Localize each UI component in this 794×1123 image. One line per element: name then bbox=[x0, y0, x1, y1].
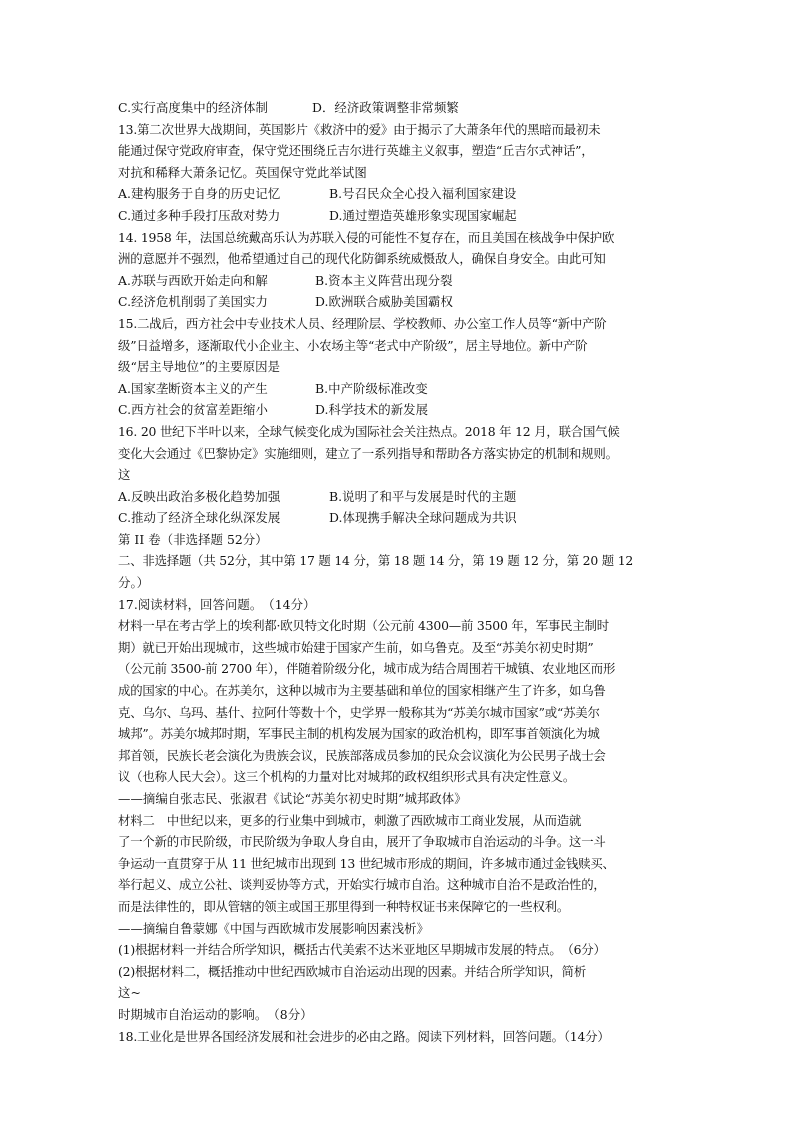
question-13-text: 对抗和稀释大萧条记忆。英国保守党此举试图 bbox=[118, 164, 367, 180]
material-1-text: 城邦”。苏美尔城邦时期，军事民主制的机构发展为国家的政治机构，即军事首领演化为城 bbox=[118, 726, 600, 742]
option-d: D．经济政策调整非常频繁 bbox=[312, 100, 459, 115]
question-15-text: 级”日益增多，逐渐取代小企业主、小农场主等“老式中产阶级”，居主导地位。新中产阶 bbox=[118, 337, 588, 353]
option-a: A.反映出政治多极化趋势加强 bbox=[118, 488, 281, 504]
option-b: B.资本主义阵营出现分裂 bbox=[315, 272, 453, 288]
material-1-text: 克、乌尔、乌玛、基什、拉阿什等数十个，史学界一般称其为“苏美尔城市国家”或“苏美尔 bbox=[118, 704, 600, 720]
question-17-part-1: (1)根据材料一并结合所学知识，概括古代美索不达米亚地区早期城市发展的特点。 （6分） bbox=[118, 942, 606, 958]
material-2-text: 举行起义、成立公社、谈判妥协等方式，开始实行城市自治。这种城市自治不是政治性的， bbox=[118, 877, 606, 893]
option-c: C.实行高度集中的经济体制 bbox=[118, 100, 268, 115]
option-c: C.推动了经济全球化纵深发展 bbox=[118, 510, 281, 526]
option-a: A.国家垄断资本主义的产生 bbox=[118, 380, 268, 396]
material-2-source: ——摘编自鲁蒙娜《中国与西欧城市发展影响因素浅析》 bbox=[118, 920, 430, 936]
option-line bbox=[118, 291, 684, 313]
question-16-text: 这 bbox=[118, 467, 131, 483]
question-17-part-2: 这~ bbox=[118, 985, 141, 1001]
question-16-text: 16. 20 世纪下半叶以来，全球气候变化成为国际社会关注热点。2018 年 12 月，联合国气候 bbox=[118, 423, 620, 439]
option-c: C.通过多种手段打压敌对势力 bbox=[118, 207, 281, 223]
material-1-text: 议（也称人民大会）。这三个机构的力量对比对城邦的政权组织形式具有决定性意义。 bbox=[118, 769, 576, 785]
question-13-text: 13.第二次世界大战期间，英国影片《救济中的爱》由于揭示了大萧条年代的黑暗而最初未 bbox=[118, 121, 601, 137]
material-2-text: 材料二 中世纪以来，更多的行业集中到城市，刺激了西欧城市工商业发展，从而造就 bbox=[118, 812, 582, 828]
material-1-text: 材料一早在考古学上的埃利都·欧贝特文化时期（公元前 4300—前 3500 年，军事民主制时 bbox=[118, 618, 609, 634]
material-2-text: 而是法律性的，即从管辖的领主或国王那里得到一种特权证书来保障它的一些权利。 bbox=[118, 898, 570, 914]
material-1-text: 成的国家的中心。在苏美尔，这种以城市为主要基础和单位的国家相继产生了许多，如乌鲁 bbox=[118, 683, 606, 699]
section-instructions: 二、非选择题（共 52分，其中第 17 题 14 分，第 18 题 14 分，第 19 题 12 分，第 20 题 12 bbox=[118, 553, 634, 569]
option-line bbox=[118, 486, 684, 508]
question-15-text: 级“居主导地位”的主要原因是 bbox=[118, 359, 281, 375]
question-17-part-2: (2)根据材料二，概括推动中世纪西欧城市自治运动出现的因素。并结合所学知识，简析 bbox=[118, 963, 587, 979]
material-1-text: 期）就已开始出现城市，这些城市始建于国家产生前，如乌鲁克。及至“苏美尔初史时期” bbox=[118, 639, 594, 655]
question-14-text: 14. 1958 年，法国总统戴高乐认为苏联入侵的可能性不复存在，而且美国在核战争中保护欧 bbox=[118, 229, 615, 245]
option-a: A.苏联与西欧开始走向和解 bbox=[118, 272, 268, 288]
material-1-text: 邦首领，民族长老会演化为贵族会议，民族部落成员参加的民众会议演化为公民男子战士会 bbox=[118, 747, 606, 763]
option-c: C.西方社会的贫富差距缩小 bbox=[118, 402, 268, 418]
option-line bbox=[118, 270, 684, 292]
option-d: D.体现携手解决全球问题成为共识 bbox=[329, 510, 517, 526]
option-line bbox=[118, 183, 684, 205]
option-b: B.说明了和平与发展是时代的主题 bbox=[329, 488, 517, 504]
option-b: B.号召民众全心投入福利国家建设 bbox=[329, 186, 517, 202]
question-14-text: 洲的意愿并不强烈，他希望通过自己的现代化防御系统威慑敌人，确保自身安全。由此可知 bbox=[118, 251, 606, 267]
option-d: D.通过塑造英雄形象实现国家崛起 bbox=[329, 207, 517, 223]
option-b: B.中产阶级标准改变 bbox=[315, 380, 428, 396]
section-heading: 第 II 卷（非选择题 52分） bbox=[118, 531, 268, 547]
option-line bbox=[118, 399, 684, 421]
option-line bbox=[118, 378, 684, 400]
option-d: D.欧洲联合威胁美国霸权 bbox=[315, 294, 453, 310]
option-c: C.经济危机削弱了美国实力 bbox=[118, 294, 268, 310]
question-18-heading: 18.工业化是世界各国经济发展和社会进步的必由之路。阅读下列材料，回答问题。（14分） bbox=[118, 1028, 610, 1044]
question-16-text: 变化大会通过《巴黎协定》实施细则，建立了一系列指导和帮助各方落实协定的机制和规则。 bbox=[118, 445, 618, 461]
material-2-text: 争运动一直贯穿于从 11 世纪城市出现到 13 世纪城市形成的期间，许多城市通过金钱赎买、 bbox=[118, 855, 615, 871]
question-17-part-2: 时期城市自治运动的影响。 （8分） bbox=[118, 1006, 313, 1022]
question-17-heading: 17.阅读材料，回答问题。 （14分） bbox=[118, 596, 316, 612]
exam-page bbox=[118, 97, 684, 1047]
question-15-text: 15.二战后，西方社会中专业技术人员、经理阶层、学校教师、办公室工作人员等“新中产阶 bbox=[118, 315, 607, 331]
material-1-source: ——摘编自张志民、张淑君《试论“苏美尔初史时期”城邦政体》 bbox=[118, 791, 467, 806]
material-2-text: 了一个新的市民阶级，市民阶级为争取人身自由，展开了争取城市自治运动的斗争。这一斗 bbox=[118, 834, 606, 850]
option-d: D.科学技术的新发展 bbox=[315, 402, 429, 418]
question-13-text: 能通过保守党政府审查，保守党还围绕丘吉尔进行英雄主义叙事，塑造“丘吉尔式神话”， bbox=[118, 143, 594, 159]
option-a: A.建构服务于自身的历史记忆 bbox=[118, 186, 281, 202]
material-1-text: （公元前 3500-前 2700 年），伴随着阶级分化，城市成为结合周围若干城镇、农业地区而形 bbox=[118, 661, 616, 677]
section-instructions: 分。） bbox=[118, 575, 150, 591]
option-line bbox=[118, 205, 684, 227]
option-line bbox=[118, 97, 684, 119]
option-line bbox=[118, 507, 684, 529]
